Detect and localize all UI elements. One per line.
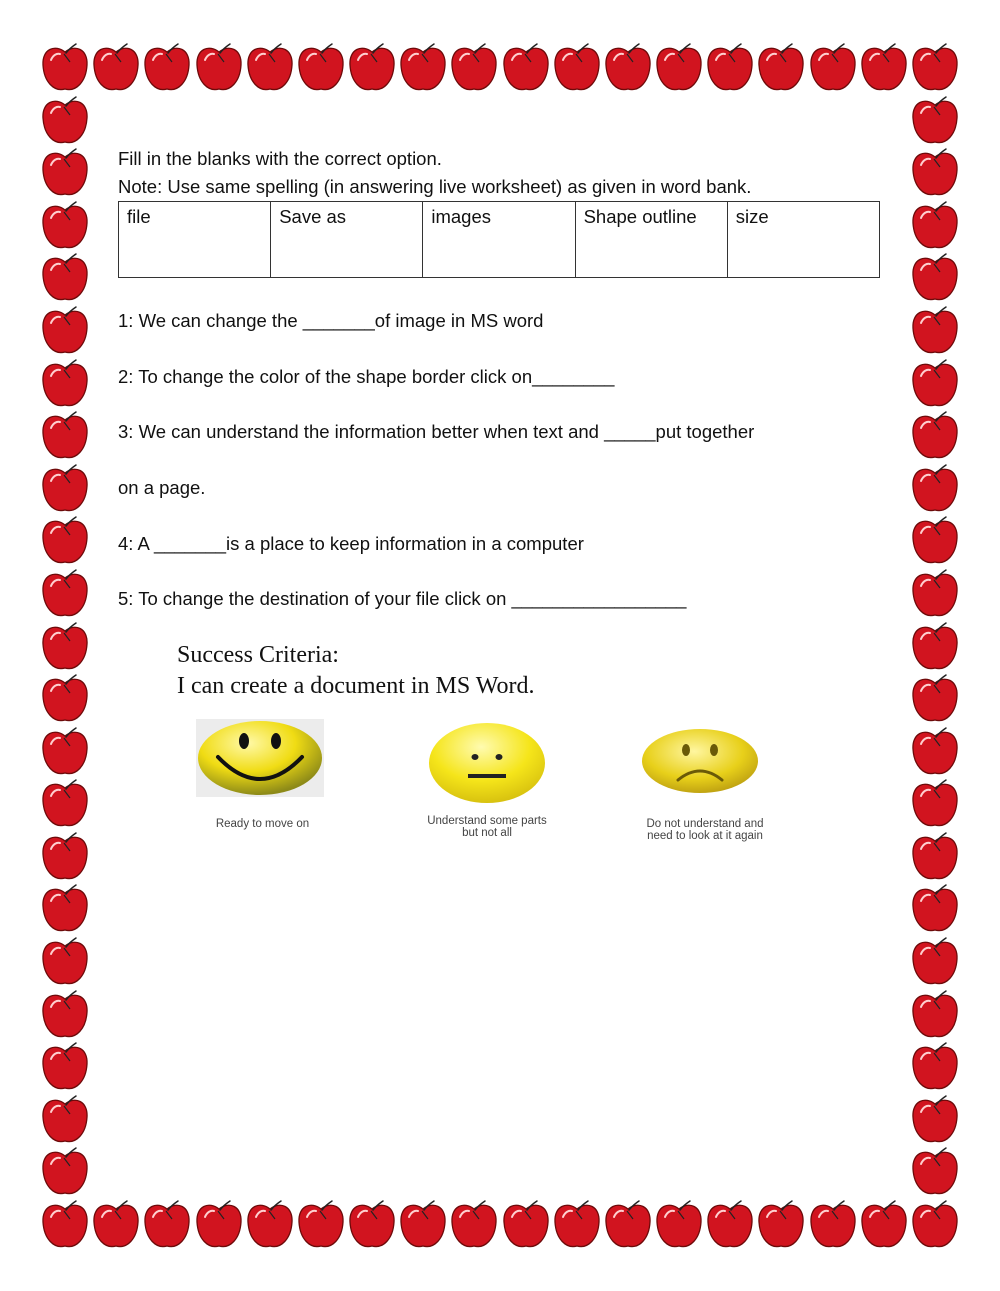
word-bank-cell: images	[423, 202, 575, 278]
sad-face-icon	[640, 728, 760, 794]
instruction-note: Note: Use same spelling (in answering live worksheet) as given in word bank.	[118, 176, 752, 197]
success-criteria-text: I can create a document in MS Word.	[177, 673, 535, 699]
smiley-label-line: Understand some parts	[427, 815, 547, 827]
word-bank-cell: Shape outline	[575, 202, 727, 278]
smiley-label-not-understand	[610, 818, 800, 842]
word-bank-table	[118, 201, 880, 278]
word-bank-cell: size	[727, 202, 879, 278]
smiley-label-line: need to look at it again	[647, 830, 763, 842]
instruction-line-1: Fill in the blanks with the correct option.	[118, 148, 442, 169]
success-criteria-heading: Success Criteria:	[177, 642, 339, 668]
word-bank-cell: file	[119, 202, 271, 278]
question-2: 2: To change the color of the shape border click on________	[118, 366, 615, 387]
happy-face-icon	[196, 719, 324, 797]
question-4: 4: A _______is a place to keep information in a computer	[118, 533, 584, 554]
neutral-face-icon	[428, 722, 546, 804]
smiley-label-ready: Ready to move on	[215, 818, 310, 830]
word-bank-row	[119, 202, 880, 278]
question-3-continued: on a page.	[118, 477, 206, 498]
question-3: 3: We can understand the information better when text and _____put together	[118, 421, 755, 442]
smiley-label-line: but not all	[462, 827, 512, 839]
question-1: 1: We can change the _______of image in MS word	[118, 310, 544, 331]
question-5: 5: To change the destination of your file click on _________________	[118, 588, 687, 609]
smiley-label-some-parts	[392, 815, 582, 839]
smiley-label-line: Do not understand and	[646, 818, 764, 830]
word-bank-cell: Save as	[271, 202, 423, 278]
